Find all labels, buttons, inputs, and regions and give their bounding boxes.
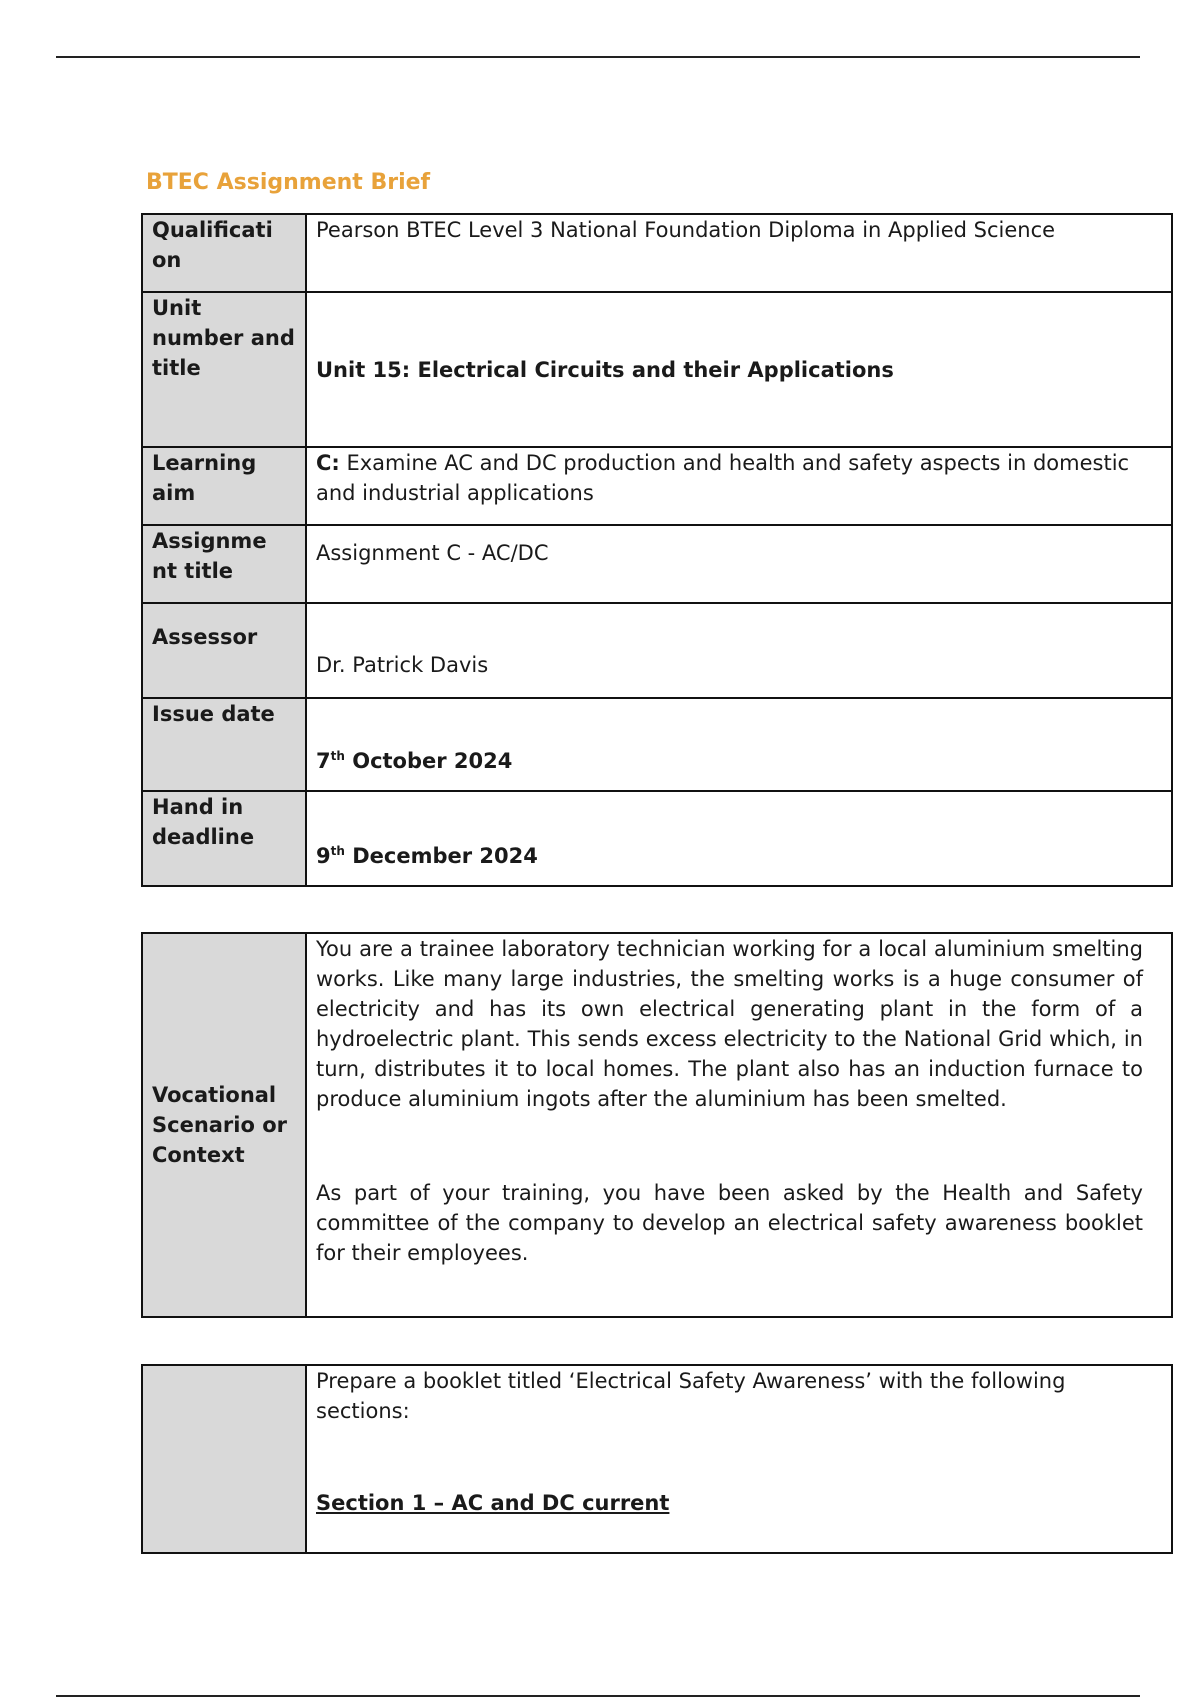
qualification-label: Qualificati on [142,214,306,292]
scenario-paragraph-2: As part of your training, you have been asked by the Health and Safety committee of the company to develop an electrical safety awareness booklet for their employees. [316,1181,1143,1265]
issue-day: 7 [316,749,331,773]
task-text [306,1365,1172,1553]
issue-rest: October 2024 [344,749,513,773]
deadline-label: Hand in deadline [142,791,306,886]
assessor-label: Assessor [142,603,306,698]
qualification-value: Pearson BTEC Level 3 National Foundation Diploma in Applied Science [306,214,1172,292]
assignment-value: Assignment C - AC/DC [306,525,1172,603]
scenario-paragraph-1: You are a trainee laboratory technician working for a local aluminium smelting works. Like many large industries, the smelting works is a huge consumer of electricity and has its own electrical generating plant in the form of a hydroelectric plant. This sends excess electricity to the National Grid which, in turn, distributes it to local homes. The plant also has an induction furnace to produce aluminium ingots after the aluminium has been smelted. [316,937,1143,1111]
deadline-sup: th [330,844,345,858]
issue-date-label: Issue date [142,698,306,791]
issue-sup: th [330,749,345,763]
brief-table [141,213,1173,887]
aim-value [306,447,1172,525]
aim-text: Examine AC and DC production and health and safety aspects in domestic and industrial applications [316,451,1130,505]
aim-label: Learning aim [142,447,306,525]
deadline-value [306,791,1172,886]
assessor-value: Dr. Patrick Davis [306,603,1172,698]
deadline-rest: December 2024 [344,844,538,868]
scenario-label: Vocational Scenario or Context [142,933,306,1317]
task-table [141,1364,1173,1554]
section-1-heading: Section 1 – AC and DC current [316,1491,670,1515]
task-label [142,1365,306,1553]
unit-label: Unit number and title [142,292,306,447]
scenario-text [306,933,1172,1317]
aim-prefix: C: [316,451,340,475]
task-intro: Prepare a booklet titled ‘Electrical Safety Awareness’ with the following sections: [316,1369,1066,1423]
scenario-table [141,932,1173,1318]
footer-rule [56,1695,1140,1697]
assignment-label: Assignme nt title [142,525,306,603]
issue-date-value [306,698,1172,791]
header-rule [56,56,1140,58]
deadline-day: 9 [316,844,331,868]
document-title: BTEC Assignment Brief [146,170,431,195]
unit-value: Unit 15: Electrical Circuits and their Applications [306,292,1172,447]
